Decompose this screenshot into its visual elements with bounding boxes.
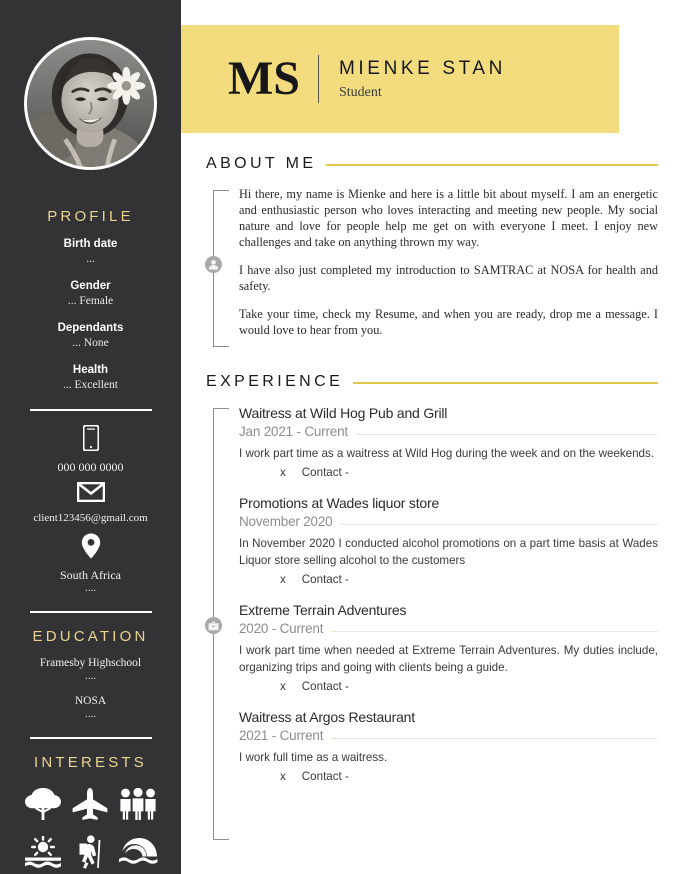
experience-date: Jan 2021 - Current: [239, 424, 348, 439]
profile-field-health: [0, 363, 181, 393]
profile-field-birthdate: [0, 237, 181, 267]
header-separator: [318, 55, 319, 103]
person-icon: [205, 256, 222, 273]
monogram: MS: [228, 52, 300, 105]
contact-email[interactable]: [0, 482, 181, 525]
experience-description: I work part time as a waitress at Wild Hog during the week and on the weekends.: [239, 447, 655, 460]
contact-bullet: x: [280, 770, 286, 783]
friends-icon: [114, 785, 161, 823]
header-banner: [181, 25, 619, 133]
about-timeline: [206, 186, 658, 338]
location-icon: [0, 533, 181, 564]
education-item: [0, 656, 181, 683]
location-text: South Africa: [60, 568, 121, 582]
experience-date-row: [239, 514, 658, 529]
profile-field-label: Dependants: [57, 322, 124, 334]
experience-entry: [239, 494, 658, 588]
experience-title: Promotions at Wades liquor store: [239, 495, 440, 511]
education-dots: ....: [85, 670, 96, 682]
experience-section: [206, 373, 658, 785]
profile-heading: PROFILE: [47, 208, 134, 225]
education-name: NOSA: [74, 695, 107, 707]
profile-field-label: Birth date: [63, 238, 118, 250]
sidebar-divider-2: [30, 611, 152, 613]
beach-sunset-icon: [20, 833, 67, 871]
education-item: [0, 694, 181, 721]
experience-entry: [239, 708, 658, 785]
experience-description: I work full time as a waitress.: [239, 751, 388, 764]
profile-field-value: ...: [86, 253, 95, 265]
experience-date: 2021 - Current: [239, 728, 324, 743]
experience-contact: [239, 769, 658, 785]
experience-section-head: [206, 373, 658, 391]
section-rule: [353, 382, 658, 384]
about-paragraph: Hi there, my name is Mienke and here is a little bit about myself. I am an energetic and enthusiastic person who loves interacting and meeting new people. My social nature and love for people help me get on with everyone I meet. I enjoy new challenges and take on anything thrown my way.: [239, 187, 658, 249]
experience-date-row: [239, 424, 658, 439]
experience-contact: [239, 679, 658, 695]
contact-bullet: x: [280, 680, 286, 693]
education-dots: ....: [85, 708, 96, 720]
experience-date: November 2020: [239, 514, 333, 529]
contact-label: Contact -: [301, 770, 349, 783]
experience-date: 2020 - Current: [239, 621, 324, 636]
about-paragraph: Take your time, check my Resume, and when you are ready, drop me a message. I would love to hear from you.: [239, 307, 658, 337]
experience-title: Extreme Terrain Adventures: [239, 602, 407, 618]
contact-phone[interactable]: [0, 425, 181, 474]
experience-title: Waitress at Wild Hog Pub and Grill: [239, 405, 448, 421]
profile-field-dependants: [0, 321, 181, 351]
education-name: Framesby Highschool: [39, 657, 142, 669]
dotted-rule: [332, 737, 658, 739]
job-title: Student: [339, 85, 382, 100]
dotted-rule: [332, 630, 658, 632]
dotted-rule: [357, 433, 658, 435]
avatar: [24, 37, 157, 170]
experience-entry: [239, 404, 658, 481]
experience-entry: [239, 601, 658, 695]
experience-section-title: EXPERIENCE: [206, 373, 344, 390]
briefcase-icon: [205, 617, 222, 634]
sidebar-divider: [30, 409, 152, 411]
phone-number: 000 000 0000: [57, 460, 124, 474]
contact-bullet: x: [280, 466, 286, 479]
profile-field-label: Health: [72, 364, 109, 376]
profile-photo: [27, 40, 154, 167]
contact-block: [0, 425, 181, 595]
contact-label: Contact -: [301, 466, 349, 479]
experience-date-row: [239, 728, 658, 743]
about-section-head: [206, 155, 658, 173]
profile-field-label: Gender: [70, 280, 111, 292]
interests-grid: [20, 785, 162, 871]
about-section: [206, 155, 658, 338]
dotted-rule: [341, 523, 658, 525]
sidebar: [0, 0, 181, 874]
experience-description: I work part time when needed at Extreme Terrain Adventures. My duties include, organizing trips and going with clients being a guide.: [239, 644, 658, 674]
contact-location[interactable]: [0, 533, 181, 595]
profile-field-gender: [0, 279, 181, 309]
contact-bullet: x: [280, 573, 286, 586]
email-icon: [0, 482, 181, 507]
page-title: MIENKE STAN: [339, 58, 506, 79]
sidebar-divider-3: [30, 737, 152, 739]
name-block: [339, 57, 506, 101]
main-content: [181, 0, 680, 874]
location-dots: ....: [85, 582, 96, 594]
about-section-title: ABOUT ME: [206, 155, 317, 172]
section-rule: [326, 164, 658, 166]
email-address: client123456@gmail.com: [33, 512, 148, 524]
about-paragraph: I have also just completed my introduction to SAMTRAC at NOSA for health and safety.: [239, 263, 658, 293]
tree-icon: [20, 785, 67, 823]
contact-label: Contact -: [301, 573, 349, 586]
experience-title: Waitress at Argos Restaurant: [239, 709, 415, 725]
phone-icon: [0, 425, 181, 456]
experience-description: In November 2020 I conducted alcohol promotions on a part time basis at Wades Liquor store selling alcohol to the customers: [239, 537, 658, 567]
airplane-icon: [67, 785, 114, 823]
experience-contact: [239, 465, 658, 481]
profile-field-value: ... Excellent: [63, 379, 118, 391]
contact-label: Contact -: [301, 680, 349, 693]
profile-field-value: ... Female: [67, 295, 114, 307]
wave-icon: [114, 833, 161, 871]
experience-timeline: [206, 404, 658, 785]
hiking-icon: [67, 833, 114, 871]
education-heading: EDUCATION: [32, 628, 149, 645]
interests-heading: INTERESTS: [34, 754, 147, 771]
profile-field-value: ... None: [72, 337, 109, 349]
experience-date-row: [239, 621, 658, 636]
experience-contact: [239, 572, 658, 588]
